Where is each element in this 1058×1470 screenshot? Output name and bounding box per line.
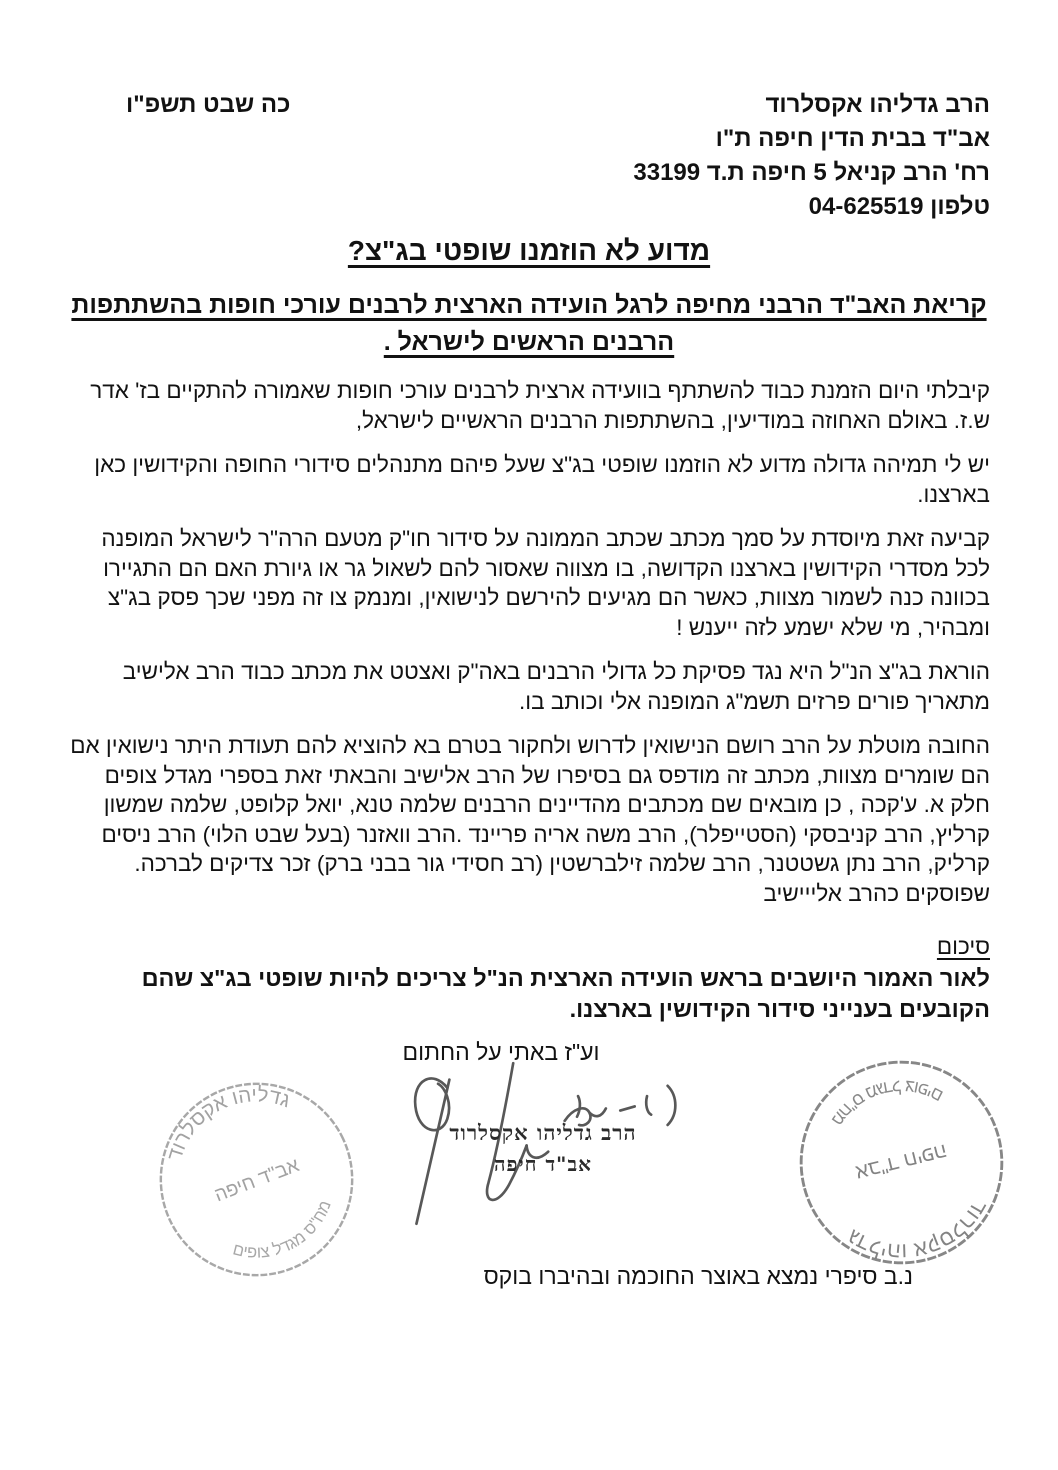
summary-text: לאור האמור היושבים בראש הועידה הארצית הנ"ל צריכים להיות שופטי בג"צ שהם הקובעים בענייני סידור הקידושין בארצנו. — [141, 965, 990, 1022]
letter-subtitle: קריאת האב"ד הרבני מחיפה לרגל הועידה הארצית לרבנים עורכי חופות בהשתתפות הרבנים הראשים לישראל . — [71, 291, 987, 356]
letter-body — [68, 376, 990, 908]
svg-text:מח"ס מגדל צופים: מח"ס מגדל צופים — [827, 1076, 947, 1130]
paragraph-2: יש לי תמיהה גדולה מדוע לא הוזמנו שופטי בג"צ שעל פיהם מתנהלים סידורי החופה והקידושין כאן בארצנו. — [94, 452, 990, 507]
signature-name: הרב גדליהו אקסלרוד — [449, 1120, 637, 1145]
closing-line: וע"ז באתי על החתום — [402, 1039, 600, 1065]
signature-block — [398, 1117, 688, 1179]
letter-date: כה שבט תשפ"ו — [126, 91, 291, 118]
stamp-right-svg — [771, 1032, 1032, 1293]
letterhead-address: רח' הרב קניאל 5 חיפה ת.ד 33199 — [633, 159, 990, 186]
letterhead-role: אב"ד בבית הדין חיפה ת"ו — [715, 125, 990, 152]
letterhead-phone: טלפון 04-625519 — [808, 193, 990, 220]
rabbinical-stamp-right — [771, 1032, 1032, 1293]
summary-heading: סיכום — [936, 934, 990, 959]
letter-title: מדוע לא הוזמנו שופטי בג"צ? — [347, 235, 711, 266]
signature-section — [68, 1025, 992, 1264]
postscript-line: נ.ב סיפרי נמצא באוצר החוכמה ובהיברו בוקס — [483, 1263, 913, 1289]
signature-role: אב"ד חיפה — [494, 1152, 592, 1176]
paragraph-3: קביעה זאת מיוסדת על סמך מכתב שכתב הממונה על סידור חו"ק מטעם הרה"ר לישראל המופנה לכל מסדרי הקידושין בארצנו הקדושה, בו מצווה שאסור להם לשאול גר או גיורת האם הם התגיירו בכוונה כנה לשמור מצוות, כאשר הם מגיעים להירשם לנישואין, ומנמק צו זה מפני שכך פסק בג"צ ומבהיר, מי שלא ישמע לזה ייענש ! — [101, 526, 990, 640]
paragraph-1: קיבלתי היום הזמנת כבוד להשתתף בוועידה ארצית לרבנים עורכי חופות שאמורה להתקיים בז' אדר ש.ז. באולם האחוזה במודיעין, בהשתתפות הרבנים הראשיים לישראל, — [90, 378, 990, 433]
letterhead-name: הרב גדליהו אקסלרוד — [765, 91, 990, 118]
svg-text:גדליהו אקסלרוד: גדליהו אקסלרוד — [162, 1083, 294, 1164]
letterhead — [68, 88, 990, 224]
svg-text:גדליהו אקסלרוד: גדליהו אקסלרוד — [842, 1195, 992, 1264]
paragraph-5: החובה מוטלת על הרב רושם הנישואין לדרוש ולחקור בטרם בא להוציא להם תעודת היתר נישואין אם הם שומרים מצוות, מכתב זה מודפס גם בסיפרו של הרב אלישיב והבאתי זאת בספרי מגדל צופים חלק א. ע'קכה , כן מובאים שם מכתבים מהדיינים הרבנים שלמה טנא, יואל קלופט, שלמה שמשון קרליץ, הרב קניבסקי (הסטייפלר), הרב משה אריה פריינד .הרב וואזנר (בעל שבט הלוי) הרב ניסים קרליק, הרב נתן גשטטנר, הרב שלמה זילברשטין (רב חסידי גור בבני ברק) זכר צדיקים לברכה. שפוסקים כהרב אלייישיב — [70, 733, 990, 906]
svg-text:מח"ס מגדל צופים: מח"ס מגדל צופים — [230, 1197, 335, 1262]
svg-text:אב"ד חיפה: אב"ד חיפה — [211, 1154, 303, 1207]
paragraph-4: הוראת בג"צ הנ"ל היא נגד פסיקת כל גדולי הרבנים באה"ק ואצטט את מכתב כבוד הרב אלישיב מתאריך פורים פרזים תשמ"ג המופנה אלי וכותב בו. — [122, 659, 990, 714]
svg-text:אב"ד חיפה: אב"ד חיפה — [853, 1139, 950, 1185]
